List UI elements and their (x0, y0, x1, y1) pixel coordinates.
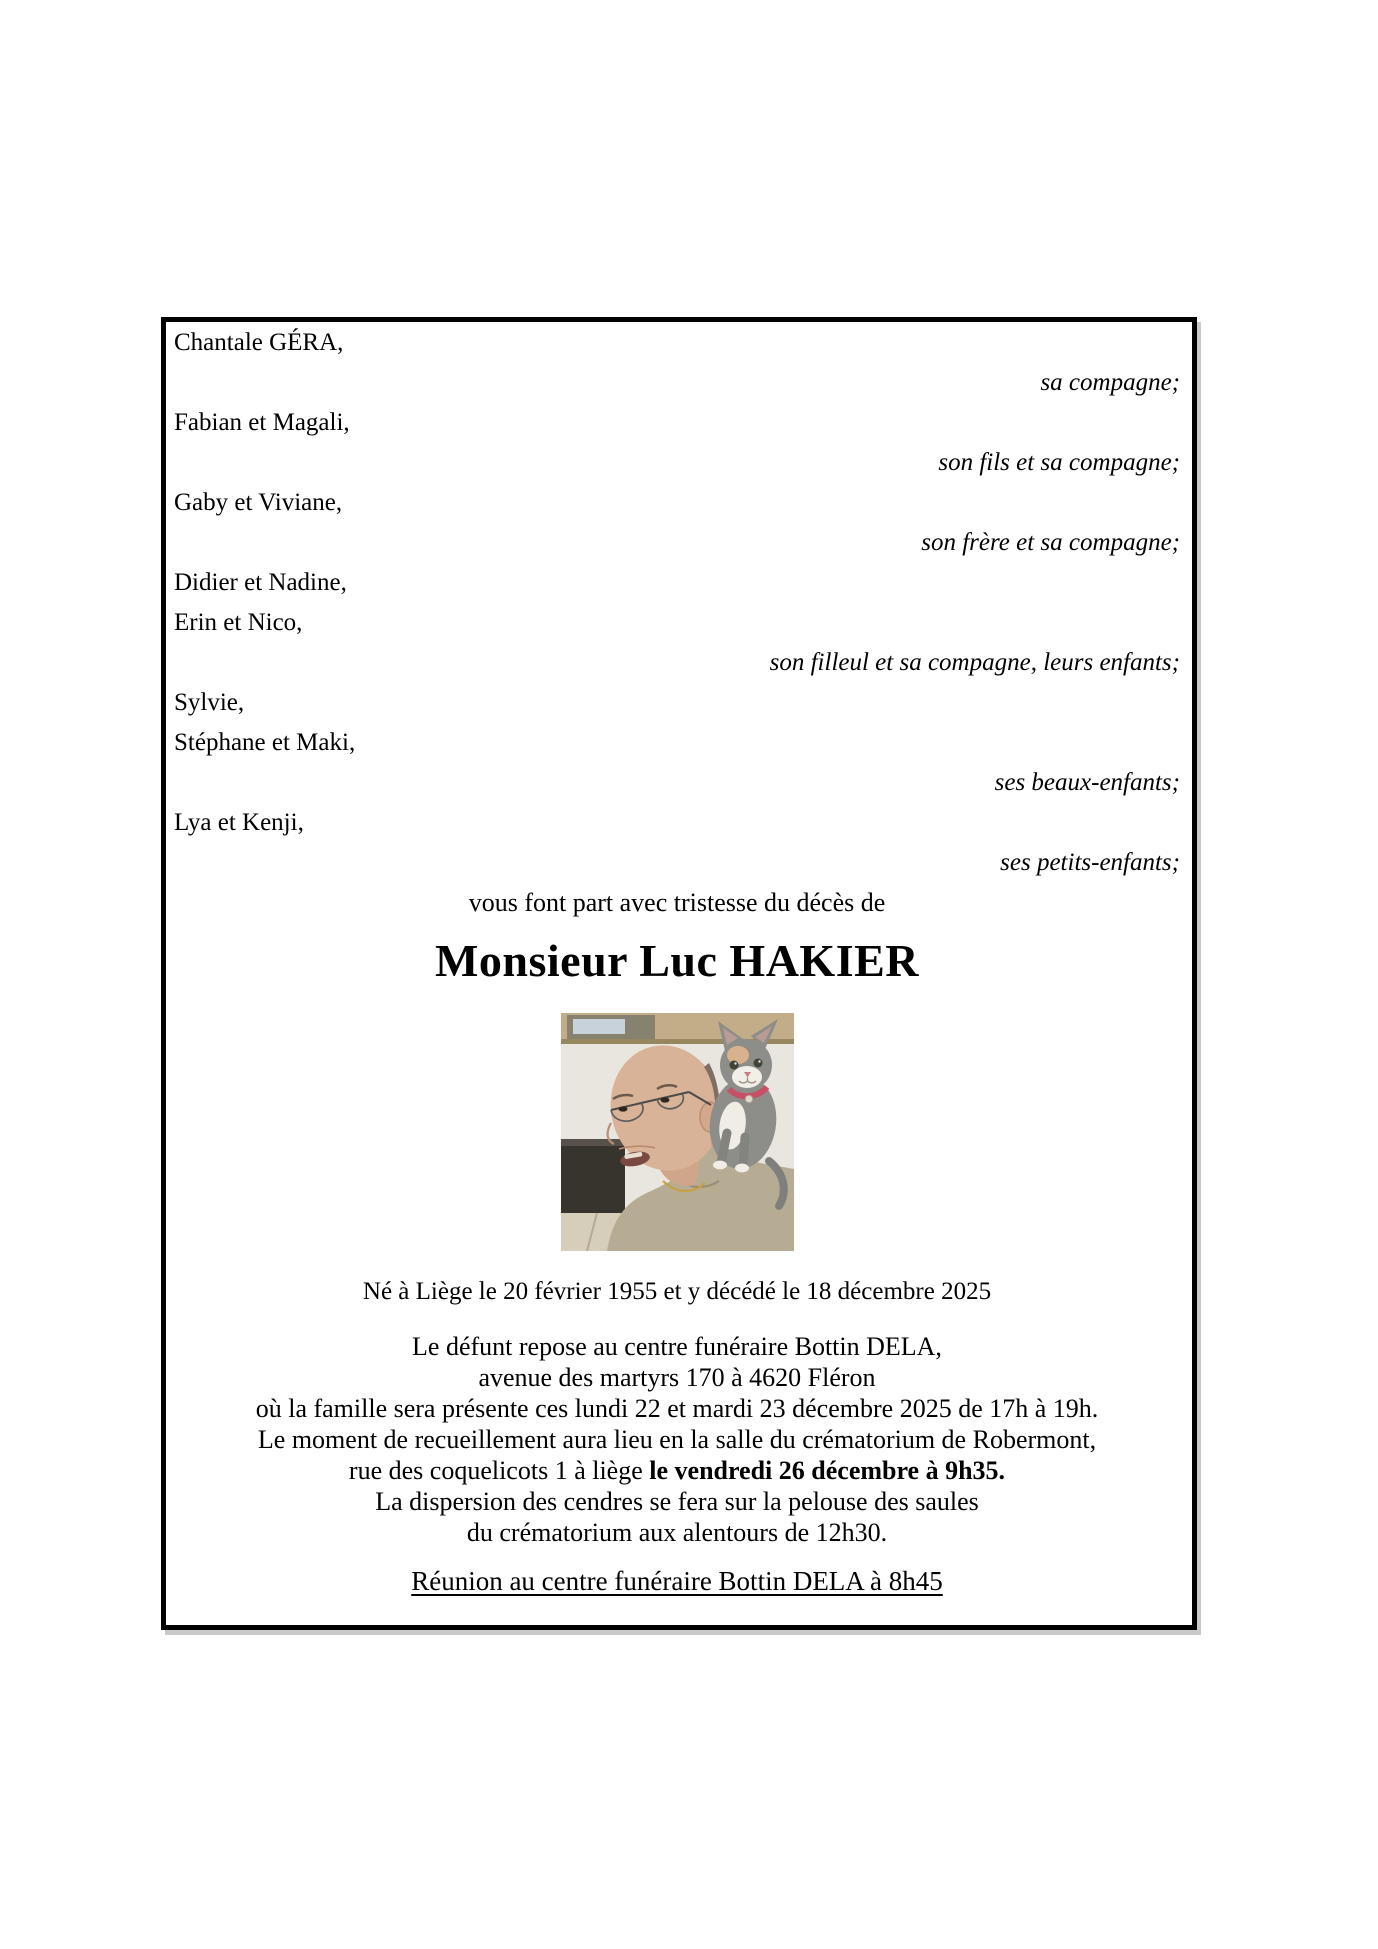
intro-line: vous font part avec tristesse du décès de (468, 888, 886, 917)
family-line: Chantale GÉRA, (174, 329, 344, 356)
deceased-photo (561, 1013, 794, 1251)
notice-border-box (161, 317, 1197, 1630)
family-line: Stéphane et Maki, (174, 729, 356, 756)
family-line: Fabian et Magali, (174, 409, 350, 436)
ceremony-line: avenue des martyrs 170 à 4620 Fléron (478, 1363, 876, 1392)
deceased-name: Monsieur Luc HAKIER (434, 935, 920, 986)
relation-line: sa compagne; (1040, 369, 1180, 396)
eye (660, 1097, 669, 1102)
ceremony-time-bold: le vendredi 26 décembre à 9h35. (649, 1456, 1006, 1485)
ceremony-line (174, 1455, 1180, 1486)
kitten-eye (729, 1061, 738, 1070)
kitten-patch (727, 1046, 749, 1064)
family-line: Erin et Nico, (174, 609, 303, 636)
ceremony-line: Le moment de recueillement aura lieu en la salle du crématorium de Robermont, (257, 1425, 1097, 1454)
photo-container (174, 1013, 1180, 1251)
family-line: Gaby et Viviane, (174, 489, 343, 516)
kitten-paw (713, 1161, 727, 1170)
ceremony-line: où la famille sera présente ces lundi 22 et mardi 23 décembre 2025 de 17h à 19h. (255, 1394, 1099, 1423)
kitten-muzzle (732, 1066, 762, 1088)
ceremony-line: du crématorium aux alentours de 12h30. (466, 1518, 888, 1547)
relation-line: ses petits-enfants; (1000, 849, 1180, 876)
relation-line: son fils et sa compagne; (938, 449, 1180, 476)
family-line: Sylvie, (174, 689, 245, 716)
relation-line: son frère et sa compagne; (921, 529, 1180, 556)
birth-death-line: Né à Liège le 20 février 1955 et y décédé le 18 décembre 2025 (362, 1278, 992, 1305)
kitten-paw (735, 1164, 749, 1173)
family-line: Lya et Kenji, (174, 809, 304, 836)
family-line: Didier et Nadine, (174, 569, 347, 596)
kitten-eye (753, 1059, 762, 1068)
collar-bell (745, 1095, 753, 1103)
ceremony-details (174, 1331, 1180, 1548)
ceremony-line: Le défunt repose au centre funéraire Bottin DELA, (412, 1332, 942, 1361)
ceremony-line: La dispersion des cendres se fera sur la pelouse des saules (375, 1487, 979, 1516)
relation-line: son filleul et sa compagne, leurs enfants; (769, 649, 1180, 676)
ceremony-line-text: rue des coquelicots 1 à liège (348, 1456, 650, 1485)
reunion-line: Réunion au centre funéraire Bottin DELA à 8h45 (411, 1566, 943, 1596)
eye (618, 1106, 627, 1111)
relation-line: ses beaux-enfants; (994, 769, 1180, 796)
